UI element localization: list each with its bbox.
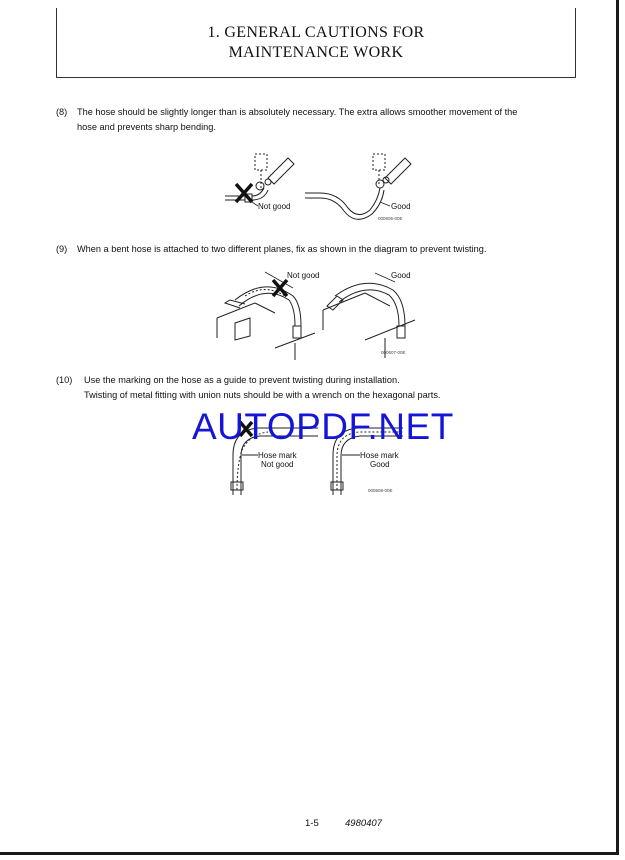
figure-label-good: Good [391,271,411,280]
page-title-line-2: MAINTENANCE WORK [228,44,404,61]
figure-label-not-good: Not good [258,202,291,211]
figure-code: 000606-00E [378,216,403,221]
figure-label-good: Good [391,202,411,211]
figure-label-good: Good [370,460,390,469]
footer-doc-code: 4980407 [345,818,382,829]
hose-length-diagram [220,148,420,228]
figure-code: 000608-00E [368,488,393,493]
item-text-line: Use the marking on the hose as a guide to prevent twisting during installation. [84,375,400,385]
item-text-line: Twisting of metal fitting with union nuts should be with a wrench on the hexagonal parts. [84,390,441,400]
item-text-line: The hose should be slightly longer than is absolutely necessary. The extra allows smoother movement of the [77,107,518,117]
caution-item-9 [56,242,581,257]
figure-label-not-good: Not good [261,460,294,469]
title-box [56,8,576,78]
twisted-hose-illustration [217,272,315,360]
figure-label-not-good: Not good [287,271,320,280]
page-title-line-1: 1. GENERAL CAUTIONS FOR [207,24,425,41]
hose-mark-label: Hose mark [360,451,399,460]
bent-hose-planes-diagram [215,268,420,360]
item-number: (8) [56,107,68,117]
hose-mark-label: Hose mark [258,451,297,460]
figure-code: 000607-00E [381,350,406,355]
item-text-line: When a bent hose is attached to two different planes, fix as shown in the diagram to prevent twisting. [77,244,487,254]
caution-item-8 [56,105,581,135]
page-title [57,23,575,63]
caution-item-10 [56,373,581,403]
item-text-line: hose and prevents sharp bending. [77,122,216,132]
item-number: (10) [56,375,73,385]
cross-icon [236,184,252,202]
watermark: AUTOPDF.NET [192,406,454,447]
footer-page-number: 1-5 [305,818,319,829]
item-number: (9) [56,244,68,254]
short-hose-illustration [225,154,294,202]
correct-hose-illustration [323,273,415,358]
